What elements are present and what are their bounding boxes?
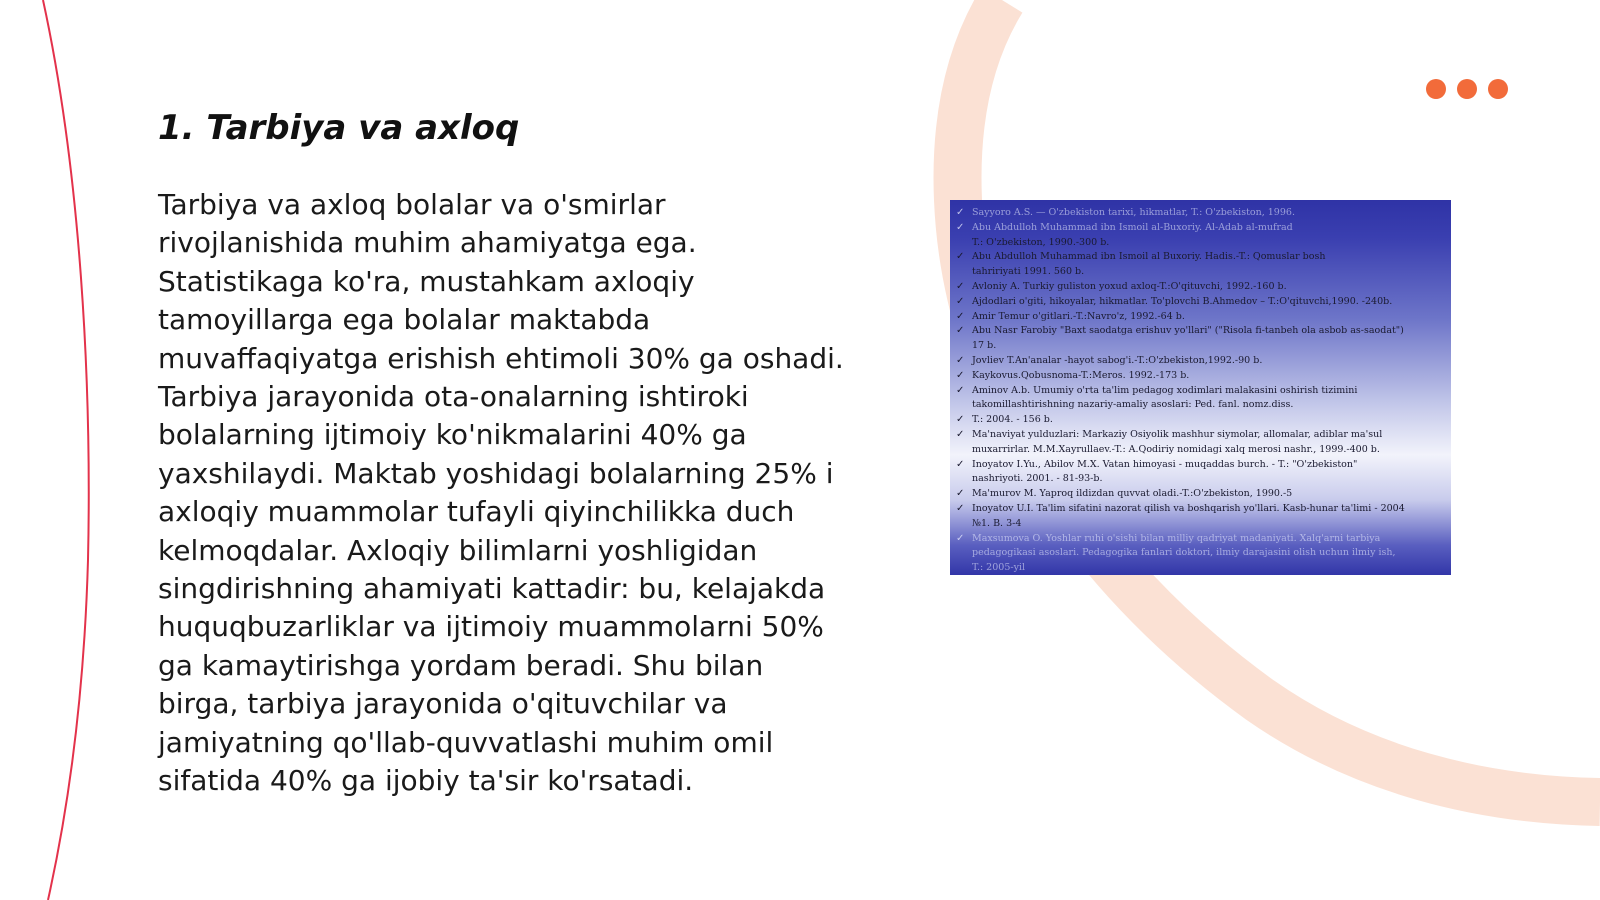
reference-text: T.: 2005-yil (972, 562, 1026, 574)
reference-line (956, 517, 1443, 532)
reference-text: Amir Temur o'gitlari.-T.:Navro'z, 1992.-64 b. (972, 310, 1185, 322)
reference-line (956, 384, 1443, 399)
checkmark-icon: ✓ (956, 310, 965, 322)
three-dots-icon (1426, 79, 1508, 99)
reference-text: Ma'murov M. Yaproq ildizdan quvvat oladi.-T.:O'zbekiston, 1990.-5 (972, 488, 1293, 500)
checkmark-icon: ✓ (956, 325, 965, 337)
reference-line (956, 458, 1443, 473)
dot-icon (1457, 79, 1477, 99)
reference-line (956, 250, 1443, 265)
reference-line (956, 532, 1443, 547)
reference-text: №1. B. 3-4 (972, 517, 1022, 529)
reference-line (956, 428, 1443, 443)
reference-line (956, 369, 1443, 384)
reference-line (956, 280, 1443, 295)
reference-text: Avloniy A. Turkiy guliston yoxud axloq-T.:O'qituvchi, 1992.-160 b. (972, 280, 1287, 292)
reference-line (956, 265, 1443, 280)
reference-text: Inoyatov I.Yu., Abilov M.X. Vatan himoyasi - muqaddas burch. - T.: "O'zbekiston" (972, 458, 1358, 470)
reference-text: Kaykovus.Qobusnoma-T.:Meros. 1992.-173 b. (972, 369, 1190, 381)
reference-text: Inoyatov U.I. Ta'lim sifatini nazorat qilish va boshqarish yo'llari. Kasb-hunar ta'limi - 2004 (972, 502, 1405, 514)
reference-text: takomillashtirishning nazariy-amaliy asoslari: Ped. fanl. nomz.diss. (972, 399, 1294, 411)
checkmark-icon: ✓ (956, 369, 965, 381)
slide-title: 1. Tarbiya va axloq (158, 108, 520, 148)
references-image (950, 200, 1451, 575)
reference-line (956, 339, 1443, 354)
reference-text: Maxsumova O. Yoshlar ruhi o'sishi bilan milliy qadriyat madaniyati. Xalq'arni tarbiya (972, 532, 1381, 544)
reference-text: Sayyoro A.S. — O'zbekiston tarixi, hikmatlar, T.: O'zbekiston, 1996. (972, 207, 1295, 218)
reference-line (956, 221, 1443, 236)
reference-text: Abu Abdulloh Muhammad ibn Ismoil al-Buxoriy. Al-Adab al-mufrad (972, 221, 1293, 233)
reference-line (956, 206, 1443, 221)
reference-text: Abu Abdulloh Muhammad ibn Ismoil al Buxoriy. Hadis.-T.: Qomuslar bosh (972, 251, 1326, 263)
checkmark-icon: ✓ (956, 207, 965, 218)
reference-line (956, 354, 1443, 369)
reference-text: Jovliev T.An'analar -hayot sabog'i.-T.:O'zbekiston,1992.-90 b. (972, 354, 1263, 366)
checkmark-icon: ✓ (956, 502, 965, 514)
reference-text: T.: 2004. - 156 b. (972, 414, 1053, 426)
checkmark-icon: ✓ (956, 488, 965, 500)
checkmark-icon: ✓ (956, 532, 965, 544)
checkmark-icon: ✓ (956, 428, 965, 440)
reference-line (956, 487, 1443, 502)
reference-text: Abu Nasr Farobiy "Baxt saodatga erishuv yo'llari" ("Risola fi-tanbeh ola asbob as-saodat") (972, 325, 1404, 337)
reference-line (956, 236, 1443, 251)
reference-list (950, 200, 1451, 575)
reference-text: Ajdodlari o'giti, hikoyalar, hikmatlar. To'plovchi B.Ahmedov – T.:O'qituvchi,1990. -240b. (972, 295, 1393, 307)
checkmark-icon: ✓ (956, 221, 965, 233)
checkmark-icon: ✓ (956, 280, 965, 292)
reference-line (956, 413, 1443, 428)
reference-line (956, 295, 1443, 310)
reference-line (956, 502, 1443, 517)
reference-line (956, 310, 1443, 325)
reference-text: tahririyati 1991. 560 b. (972, 266, 1085, 278)
slide-body-text: Tarbiya va axloq bolalar va o'smirlar rivojlanishida muhim ahamiyatga ega. Statistikaga ko'ra, mustahkam axloqiy tamoyillarga ega bolalar maktabda muvaffaqiyatga erishish ehtimoli 30% ga oshadi. Tarbiya jarayonida ota-onalarning ishtiroki bolalarning ijtimoiy ko'nikmalarini 40% ga yaxshilaydi. Maktab yoshidagi bolalarning 25% i axloqiy muammolar tufayli qiyinchilikka duch kelmoqdalar. Axloqiy bilimlarni yoshligidan singdirishning ahamiyati kattadir: bu, kelajakda huquqbuzarliklar va ijtimoiy muammolarni 50% ga kamaytirishga yordam beradi. Shu bilan birga, tarbiya jarayonida o'qituvchilar va jamiyatning qo'llab-quvvatlashi muhim omil sifatida 40% ga ijobiy ta'sir ko'rsatadi. (158, 188, 844, 798)
dot-icon (1488, 79, 1508, 99)
reference-text: nashriyoti. 2001. - 81-93-b. (972, 473, 1103, 485)
checkmark-icon: ✓ (956, 458, 965, 470)
checkmark-icon: ✓ (956, 414, 965, 426)
reference-line (956, 443, 1443, 458)
checkmark-icon: ✓ (956, 251, 965, 263)
reference-line (956, 324, 1443, 339)
left-red-curve (43, 0, 89, 900)
reference-text: 17 b. (972, 340, 997, 352)
reference-text: muxarrirlar. M.M.Xayrullaev.-T.: A.Qodiriy nomidagi xalq merosi nashr., 1999.-400 b. (972, 443, 1380, 455)
reference-text: pedagogikasi asoslari. Pedagogika fanlari doktori, ilmiy darajasini olish uchun ilmiy ish, (972, 547, 1396, 559)
reference-text: Ma'naviyat yulduzlari: Markaziy Osiyolik mashhur siymolar, allomalar, adiblar ma'sul (972, 428, 1383, 440)
reference-line (956, 561, 1443, 575)
checkmark-icon: ✓ (956, 354, 965, 366)
reference-line (956, 546, 1443, 561)
dot-icon (1426, 79, 1446, 99)
checkmark-icon: ✓ (956, 295, 965, 307)
reference-line (956, 398, 1443, 413)
reference-text: Aminov A.b. Umumiy o'rta ta'lim pedagog xodimlari malakasini oshirish tizimini (972, 384, 1358, 396)
reference-line (956, 472, 1443, 487)
reference-text: T.: O'zbekiston, 1990.-300 b. (972, 236, 1110, 248)
checkmark-icon: ✓ (956, 384, 965, 396)
